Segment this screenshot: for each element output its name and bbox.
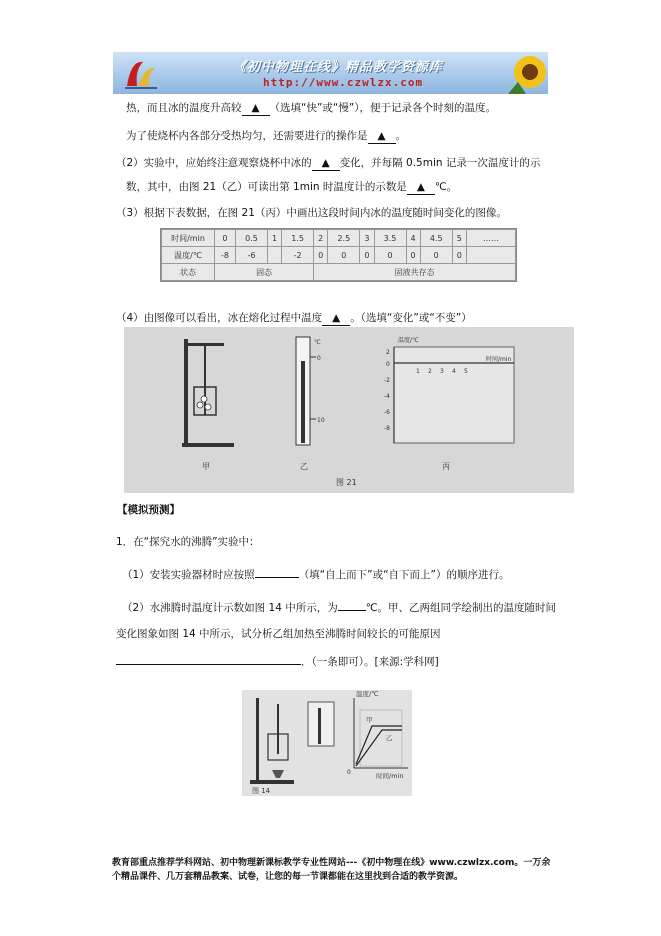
figure-label-c: 丙 (442, 462, 450, 471)
banner-title: 《初中物理在线》精品教学资源库 (233, 60, 444, 75)
banner-url[interactable]: http://www.czwlzx.com (263, 76, 424, 89)
site-logo-icon (121, 56, 161, 92)
table-cell: 0.5 (235, 230, 267, 247)
answer-blank[interactable] (338, 610, 366, 611)
thermometer-mark: 10 (317, 417, 325, 424)
graph-xtick: 4 (452, 368, 456, 375)
table-row (162, 247, 516, 264)
thermometer-icon (308, 702, 334, 746)
table-cell: -6 (235, 247, 267, 264)
table-cell: 1 (267, 230, 281, 247)
question-3: （3）根据下表数据，在图 21（丙）中画出这段时间内冰的温度随时间变化的图像。 (116, 207, 507, 219)
temperature-graph (354, 698, 408, 768)
table-cell: 0 (328, 247, 360, 264)
table-cell: 0 (360, 247, 374, 264)
table-cell: 固液共存态 (314, 264, 516, 281)
graph-xtick: 1 (416, 368, 420, 375)
boiling-apparatus-icon (250, 698, 294, 784)
series-label-b: 乙 (386, 734, 393, 742)
table-cell: 0 (314, 247, 328, 264)
question-4: （4）由图像可以看出，冰在熔化过程中温度 ▲ 。（选填“变化”或“不变”） (116, 312, 472, 324)
thermometer-icon (296, 337, 316, 445)
answer-blank[interactable]: ▲ (407, 180, 435, 195)
table-cell: 0 (406, 247, 420, 264)
graph-xlabel: 时间/min (486, 356, 512, 363)
graph-xtick: 5 (464, 368, 468, 375)
table-row (162, 264, 516, 281)
table-cell: 固态 (215, 264, 314, 281)
thermometer-mark: 0 (317, 355, 321, 362)
data-table (160, 228, 517, 282)
series-label-a: 甲 (366, 716, 373, 724)
table-cell: 2.5 (328, 230, 360, 247)
header-banner (113, 52, 548, 94)
graph-xlabel: 时间/min (376, 772, 404, 780)
figure-14 (242, 690, 412, 796)
graph-ytick: -4 (384, 393, 390, 400)
table-cell: …… (467, 230, 516, 247)
table-cell: 1.5 (282, 230, 314, 247)
graph-ytick: 2 (386, 349, 390, 356)
answer-blank[interactable]: ▲ (242, 101, 270, 116)
graph-origin: 0 (347, 769, 351, 776)
table-cell: 时间/min (162, 230, 215, 247)
page-footer: 教育部重点推荐学科网站、初中物理新课标教学专业性网站---《初中物理在线》www.czwlzx.com。一万余个精品课件、几万套精品教案、试卷，让您的每一节课都能在这里找到合适的教学资源。 (112, 858, 551, 882)
graph-xtick: 3 (440, 368, 444, 375)
table-cell: 0 (452, 247, 466, 264)
question-1-part-2-cont: 变化图象如图 14 中所示，试分析乙组加热至沸腾时间较长的可能原因 (116, 628, 441, 640)
graph-ytick: 0 (386, 361, 390, 368)
table-cell: 温度/℃ (162, 247, 215, 264)
figure-caption: 图 21 (336, 478, 357, 487)
section-title: 【模拟预测】 (117, 504, 180, 516)
answer-blank[interactable]: ▲ (322, 311, 350, 326)
text-line-1: 热，而且冰的温度升高较 ▲ （选填“快”或“慢”），便于记录各个时刻的温度。 (126, 102, 497, 114)
table-cell: 状态 (162, 264, 215, 281)
answer-blank[interactable]: ▲ (368, 129, 396, 144)
question-1-part-2-answer: ．（一条即可）。[来源:学科网] (116, 655, 439, 669)
graph-ytick: -6 (384, 409, 390, 416)
thermometer-unit: ℃ (314, 339, 321, 346)
stand-apparatus-icon (182, 339, 234, 447)
table-cell: 3 (360, 230, 374, 247)
table-row (162, 230, 516, 247)
table-cell: 0 (374, 247, 406, 264)
figure-label-a: 甲 (202, 462, 210, 471)
table-cell: 5 (452, 230, 466, 247)
table-cell: 4.5 (420, 230, 452, 247)
table-cell: -2 (282, 247, 314, 264)
graph-xtick: 2 (428, 368, 432, 375)
table-cell: 0 (215, 230, 236, 247)
graph-ytick: -8 (384, 425, 390, 432)
question-1-head: 1．在“探究水的沸腾”实验中： (116, 536, 260, 548)
table-cell (467, 247, 516, 264)
text-line-2: 为了使烧杯内各部分受热均匀，还需要进行的操作是 ▲ 。 (126, 130, 406, 142)
figure-caption: 图 14 (252, 787, 271, 795)
graph-ytick: -2 (384, 377, 390, 384)
question-1-part-2: （2）水沸腾时温度计示数如图 14 中所示，为 ℃。甲、乙两组同学绘制出的温度随时间 (122, 602, 557, 614)
table-cell: -8 (215, 247, 236, 264)
figure-21 (124, 327, 574, 493)
question-2-cont: 数，其中，由图 21（乙）可读出第 1min 时温度计的示数是 ▲ ℃。 (126, 181, 458, 193)
answer-blank[interactable] (116, 664, 301, 665)
graph-ylabel: 温度/℃ (398, 337, 419, 344)
figure-label-b: 乙 (300, 462, 308, 471)
answer-blank[interactable] (255, 577, 299, 578)
sunflower-icon (508, 52, 548, 94)
question-2: （2）实验中，应始终注意观察烧杯中冰的 ▲ 变化，并每隔 0.5min 记录一次温度计的示 (116, 157, 541, 169)
table-cell: 4 (406, 230, 420, 247)
graph-ylabel: 温度/℃ (356, 690, 379, 698)
question-1-part-1: （1）安装实验器材时应按照 （填“自上而下”或“自下而上”）的顺序进行。 (122, 569, 510, 581)
table-cell: 3.5 (374, 230, 406, 247)
answer-blank[interactable]: ▲ (312, 156, 340, 171)
table-cell: 0 (420, 247, 452, 264)
table-cell: 2 (314, 230, 328, 247)
table-cell (267, 247, 281, 264)
